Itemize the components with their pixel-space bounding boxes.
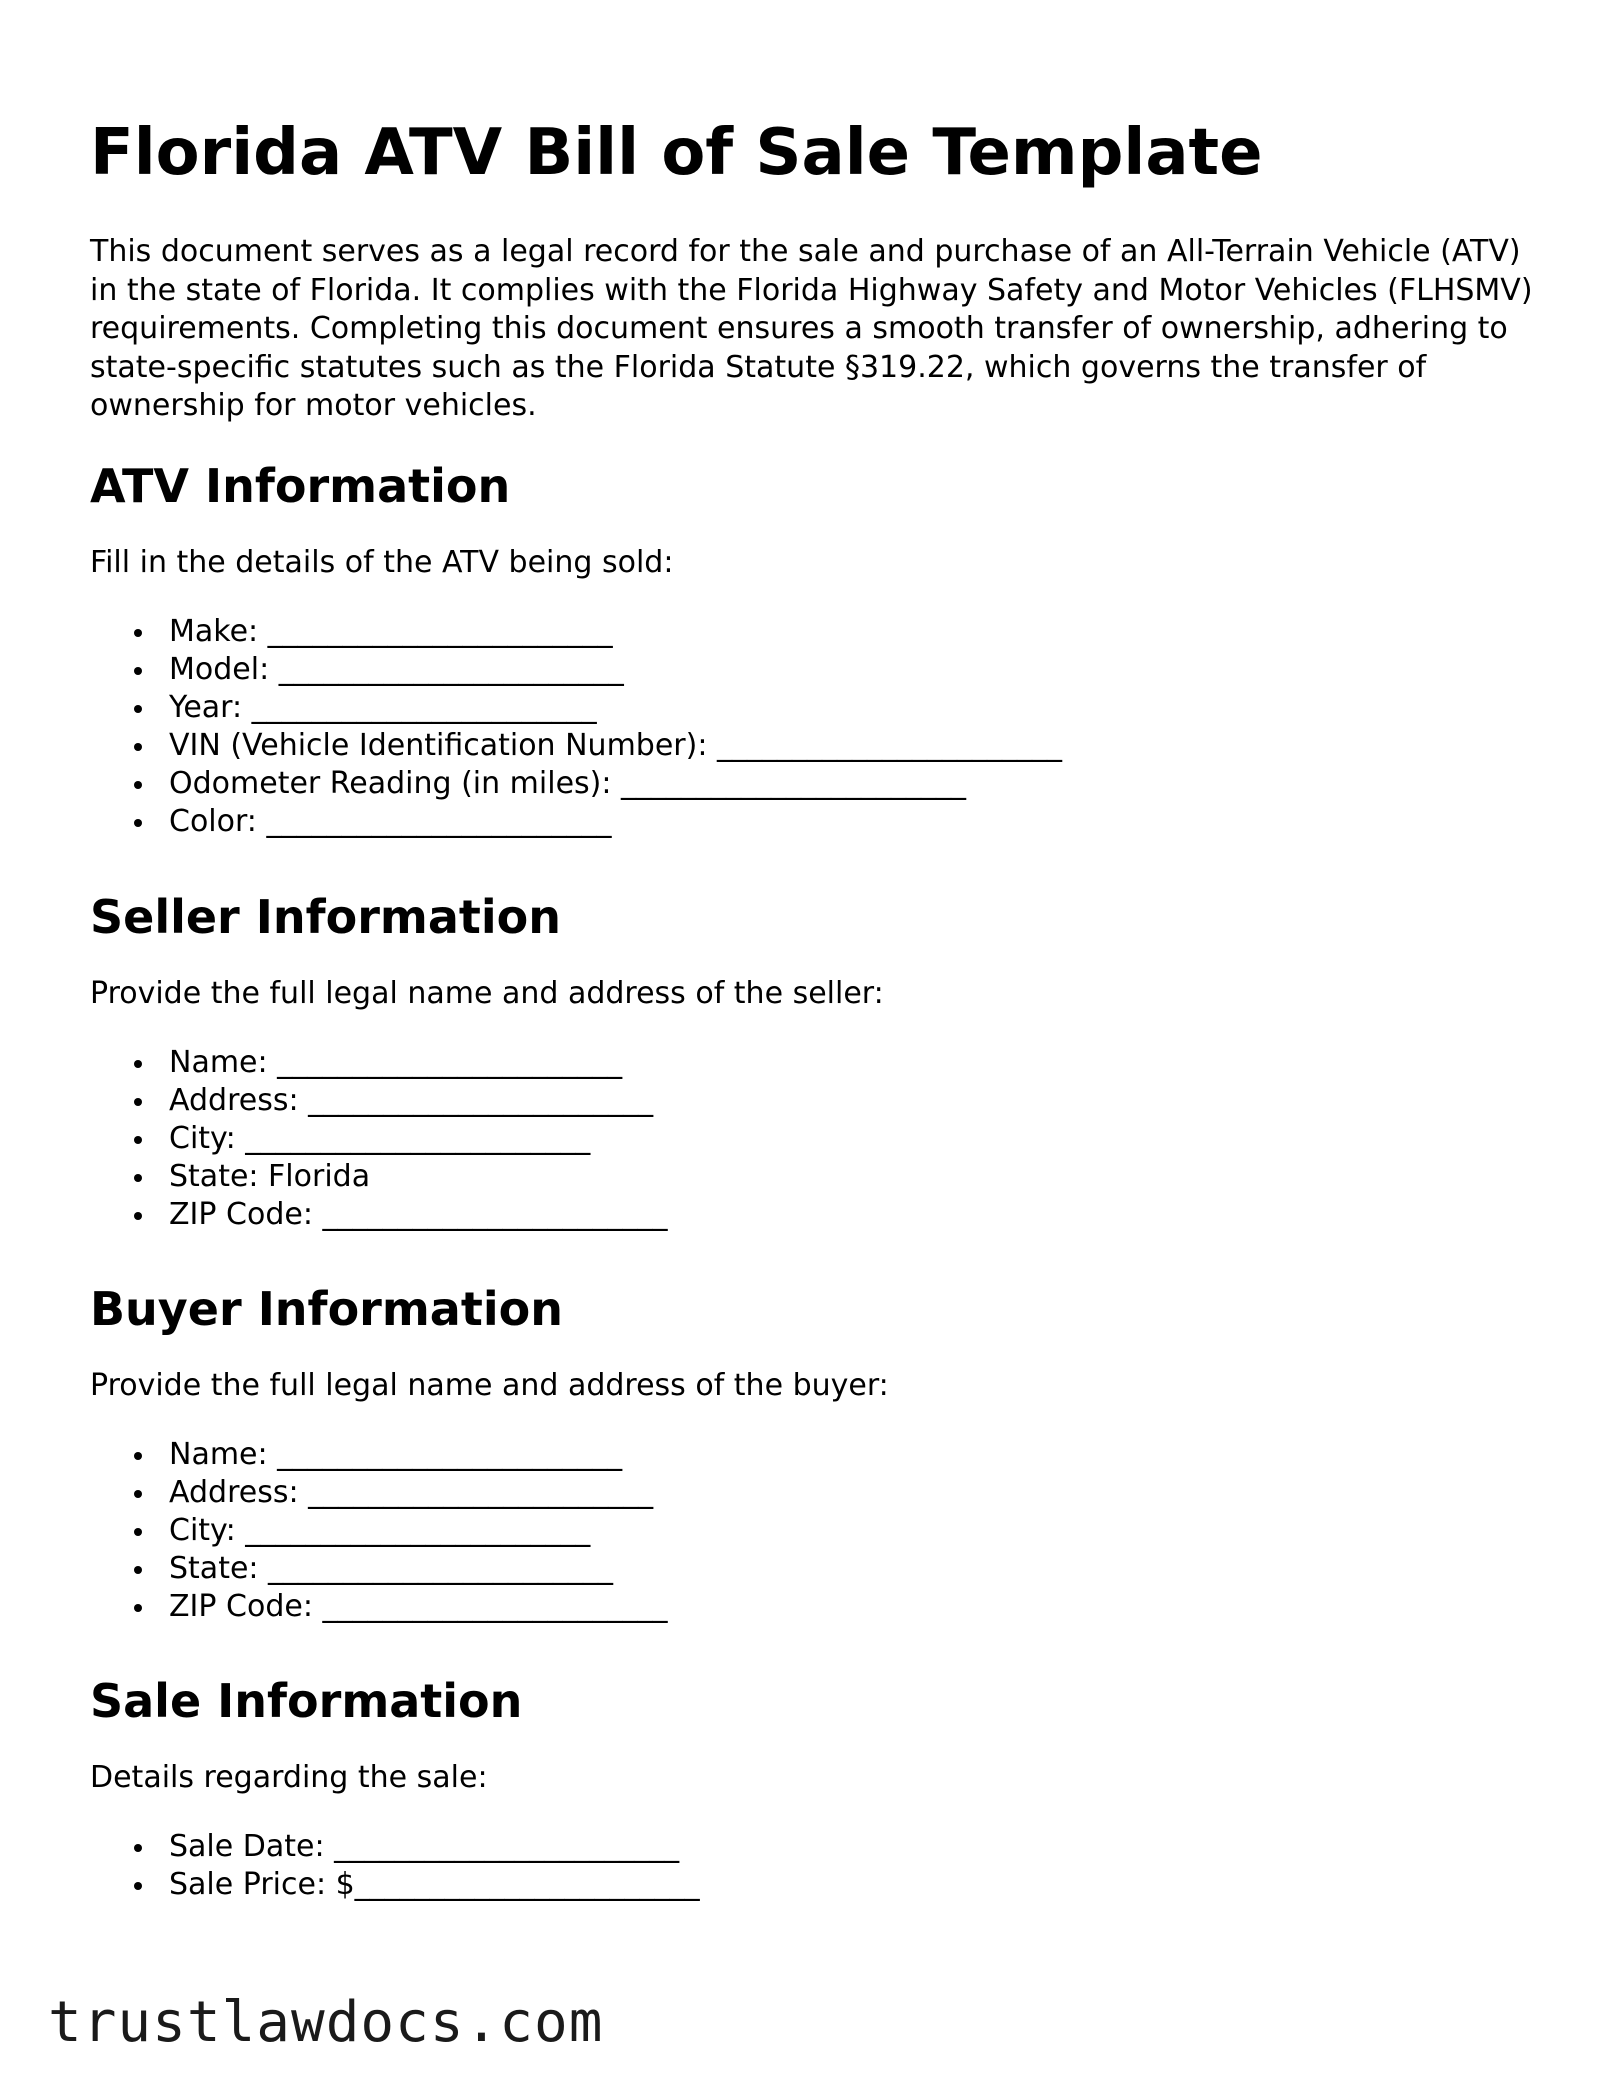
buyer-information-lead: Provide the full legal name and address of the buyer: <box>90 1368 889 1403</box>
buyer-information-section <box>90 1281 1550 1626</box>
sale-price-field[interactable]: Sale Price: $_______________________ <box>90 1866 1550 1904</box>
atv-model-field[interactable]: Model: _______________________ <box>90 651 1550 689</box>
atv-information-heading: ATV Information <box>90 459 511 513</box>
atv-odometer-field[interactable]: Odometer Reading (in miles): _______________________ <box>90 765 1550 803</box>
buyer-information-heading: Buyer Information <box>90 1282 563 1336</box>
atv-vin-field[interactable]: VIN (Vehicle Identification Number): _______________________ <box>90 727 1550 765</box>
seller-city-field[interactable]: City: _______________________ <box>90 1120 1550 1158</box>
seller-zip-field[interactable]: ZIP Code: _______________________ <box>90 1196 1550 1234</box>
buyer-state-field[interactable]: State: _______________________ <box>90 1550 1550 1588</box>
site-watermark: trustlawdocs.com <box>48 1990 604 2055</box>
buyer-name-field[interactable]: Name: _______________________ <box>90 1436 1550 1474</box>
sale-date-field[interactable]: Sale Date: _______________________ <box>90 1828 1550 1866</box>
atv-information-section <box>90 458 1550 841</box>
seller-information-heading: Seller Information <box>90 890 562 944</box>
atv-make-field[interactable]: Make: _______________________ <box>90 613 1550 651</box>
buyer-zip-field[interactable]: ZIP Code: _______________________ <box>90 1588 1550 1626</box>
document-title: Florida ATV Bill of Sale Template <box>90 116 1263 190</box>
sale-information-list <box>90 1828 1550 1904</box>
sale-information-lead: Details regarding the sale: <box>90 1760 488 1795</box>
seller-information-section <box>90 889 1550 1234</box>
intro-paragraph: This document serves as a legal record for the sale and purchase of an All-Terrain Vehicle (ATV) in the state of Florida. It complies with the Florida Highway Safety and Motor Vehicles (FLHSMV) requirements. Completing this document ensures a smooth transfer of ownership, adhering to state-specific statutes such as the Florida Statute §319.22, which governs the transfer of ownership for motor vehicles. <box>90 234 1533 423</box>
buyer-information-list <box>90 1436 1550 1626</box>
buyer-city-field[interactable]: City: _______________________ <box>90 1512 1550 1550</box>
atv-color-field[interactable]: Color: _______________________ <box>90 803 1550 841</box>
atv-information-lead: Fill in the details of the ATV being sold: <box>90 545 674 580</box>
sale-information-section <box>90 1673 1550 1904</box>
buyer-address-field[interactable]: Address: _______________________ <box>90 1474 1550 1512</box>
seller-information-lead: Provide the full legal name and address of the seller: <box>90 976 884 1011</box>
atv-information-list <box>90 613 1550 841</box>
seller-state-field: State: Florida <box>90 1158 1550 1196</box>
seller-information-list <box>90 1044 1550 1234</box>
seller-address-field[interactable]: Address: _______________________ <box>90 1082 1550 1120</box>
atv-year-field[interactable]: Year: _______________________ <box>90 689 1550 727</box>
sale-information-heading: Sale Information <box>90 1674 523 1728</box>
seller-name-field[interactable]: Name: _______________________ <box>90 1044 1550 1082</box>
